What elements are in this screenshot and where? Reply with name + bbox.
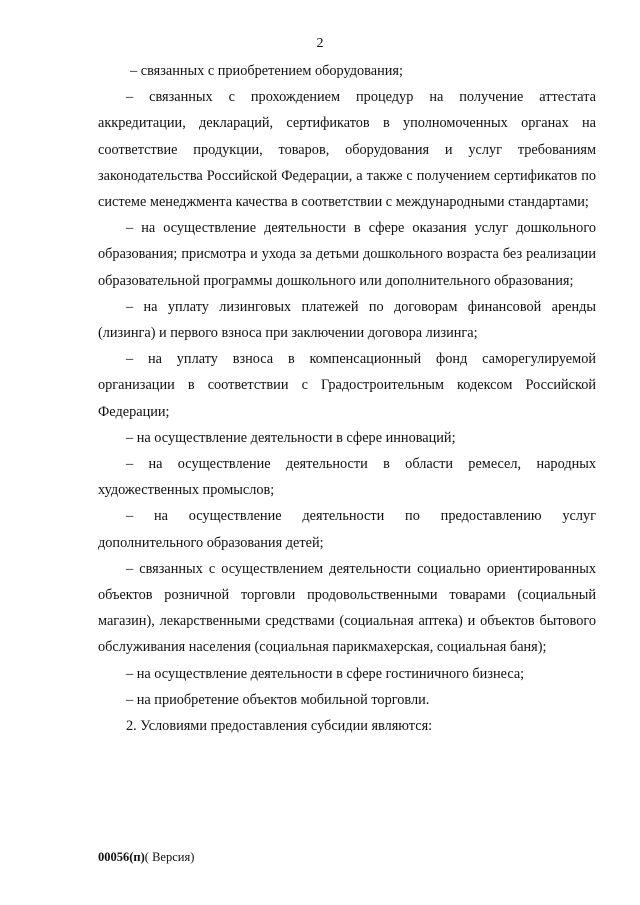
paragraph-certification: – связанных с прохождением процедур на получение аттестата аккредитации, деклараций, сертификатов в уполномоченных органах на соответствие продукции, товаров, оборудования и услуг требованиям законодательства Российской Федерации, а также с получением сертификатов по системе менеджмента качества в соответствии с международными стандартами; — [98, 89, 596, 211]
footer-version: ( Версия) — [144, 850, 195, 864]
paragraph-leasing: – на уплату лизинговых платежей по договорам финансовой аренды (лизинга) и первого взноса при заключении договора лизинга; — [98, 298, 596, 342]
paragraph-crafts: – на осуществление деятельности в области ремесел, народных художественных промыслов; — [98, 456, 596, 499]
paragraph-compensation-fund: – на уплату взноса в компенсационный фонд саморегулируемой организации в соответствии с Градостроительным кодексом Российской Федерации; — [98, 351, 596, 420]
page-number: 2 — [316, 36, 324, 51]
paragraph-preschool: – на осуществление деятельности в сфере оказания услуг дошкольного образования; присмотра и ухода за детьми дошкольного возраста без реализации образовательной программы дошкольного или дополнительного образования; — [98, 220, 596, 289]
paragraph-innovation: – на осуществление деятельности в сфере инноваций; — [126, 429, 456, 446]
paragraph-equipment: – связанных с приобретением оборудования; — [130, 63, 403, 79]
paragraph-mobile-trade: – на приобретение объектов мобильной торговли. — [126, 691, 430, 708]
footer-code: 00056(п) — [98, 850, 145, 864]
paragraph-conditions-heading: 2. Условиями предоставления субсидии являются: — [126, 718, 433, 735]
paragraph-hotel-business: – на осуществление деятельности в сфере гостиничного бизнеса; — [126, 665, 525, 682]
paragraph-children-education: – на осуществление деятельности по предоставлению услуг дополнительного образования детей; — [98, 508, 596, 551]
document-body — [98, 58, 596, 739]
paragraph-social-retail: – связанных с осуществлением деятельности социально ориентированных объектов розничной торговли продовольственными товарами (социальный магазин), лекарственными средствами (социальная аптека) и объектов бытового обслуживания населения (социальная парикмахерская, социальная баня); — [98, 560, 596, 656]
document-footer — [98, 850, 194, 865]
